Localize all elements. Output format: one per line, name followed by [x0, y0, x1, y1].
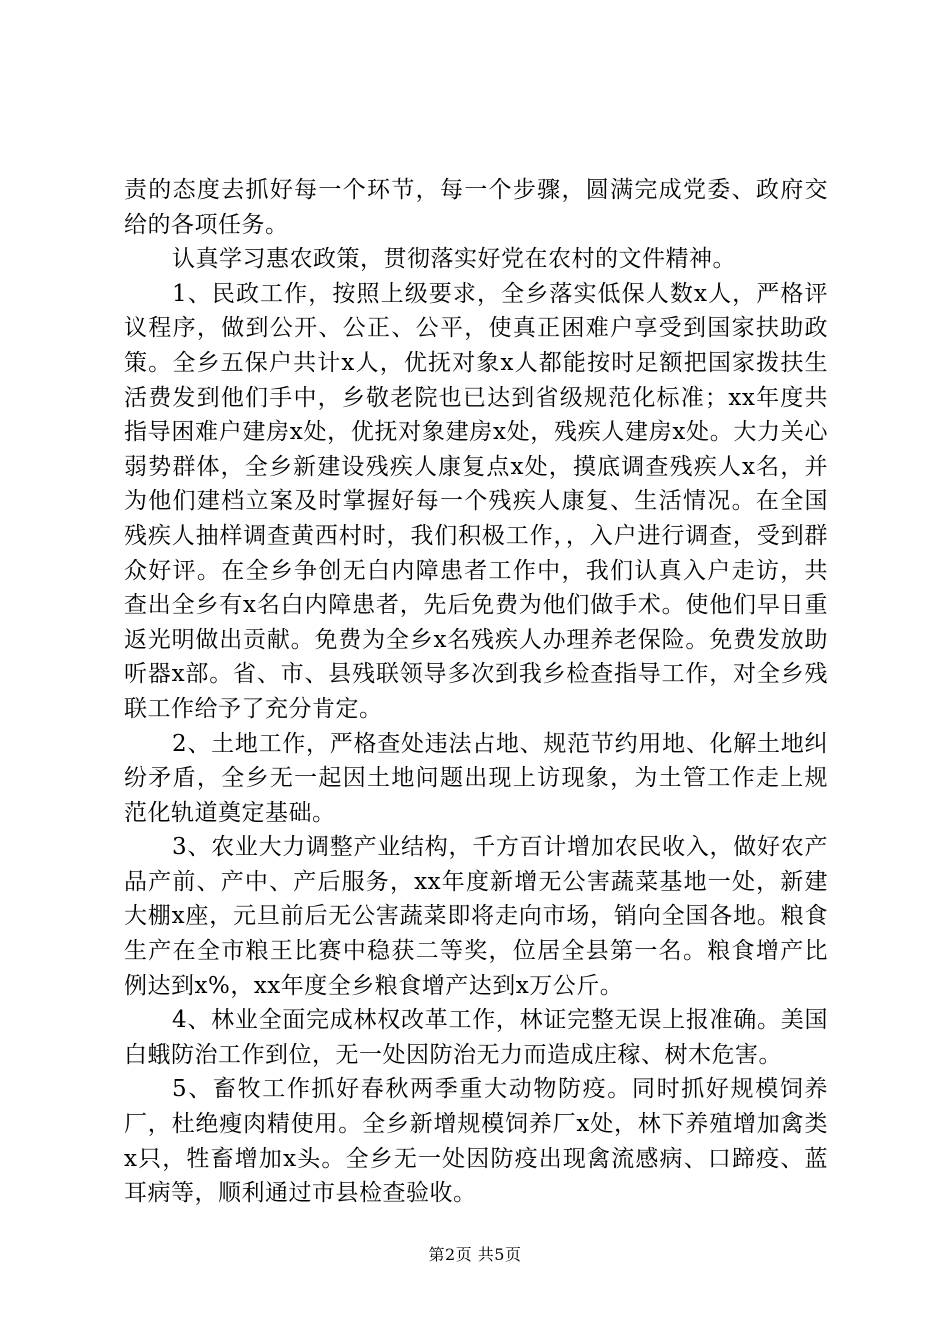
paragraph-continuation: 责的态度去抓好每一个环节，每一个步骤，圆满完成党委、政府交给的各项任务。 — [124, 177, 828, 238]
paragraph-land-work: 2、土地工作，严格查处违法占地、规范节约用地、化解土地纠纷矛盾，全乡无一起因土地问题出现上访现象，为土管工作走上规范化轨道奠定基础。 — [124, 730, 828, 826]
paragraph-agriculture: 3、农业大力调整产业结构，千方百计增加农民收入，做好农产品产前、产中、产后服务，xx年度新增无公害蔬菜基地一处，新建大棚x座，元旦前后无公害蔬菜即将走向市场，销向全国各地。粮食生产在全市粮王比赛中稳获二等奖，位居全县第一名。粮食增产比例达到x%，xx年度全乡粮食增产达到x万公斤。 — [124, 834, 828, 999]
page-number-footer: 第2页 共5页 — [428, 1245, 522, 1264]
paragraph-policy-study: 认真学习惠农政策，贯彻落实好党在农村的文件精神。 — [172, 246, 736, 273]
paragraph-livestock: 5、畜牧工作抓好春秋两季重大动物防疫。同时抓好规模饲养厂，杜绝瘦肉精使用。全乡新增规模饲养厂x处，林下养殖增加禽类x只，牲畜增加x头。全乡无一处因防疫出现禽流感病、口蹄疫、蓝耳病等，顺利通过市县检查验收。 — [124, 1076, 828, 1207]
paragraph-civil-affairs: 1、民政工作，按照上级要求，全乡落实低保人数x人，严格评议程序，做到公开、公正、公平，使真正困难户享受到国家扶助政策。全乡五保户共计x人，优抚对象x人都能按时足额把国家拨扶生活费发到他们手中，乡敬老院也已达到省级规范化标准；xx年度共指导困难户建房x处，优抚对象建房x处，残疾人建房x处。大力关心弱势群体，全乡新建设残疾人康复点x处，摸底调查残疾人x名，并为他们建档立案及时掌握好每一个残疾人康复、生活情况。在全国残疾人抽样调查黄西村时，我们积极工作，，入户进行调查，受到群众好评。在全乡争创无白内障患者工作中，我们认真入户走访，共查出全乡有x名白内障患者，先后免费为他们做手术。使他们早日重返光明做出贡献。免费为全乡x名残疾人办理养老保险。免费发放助听器x部。省、市、县残联领导多次到我乡检查指导工作，对全乡残联工作给予了充分肯定。 — [124, 280, 828, 722]
document-body — [124, 173, 828, 1211]
paragraph-forestry: 4、林业全面完成林权改革工作，林证完整无误上报准确。美国白蛾防治工作到位，无一处因防治无力而造成庄稼、树木危害。 — [124, 1007, 828, 1068]
